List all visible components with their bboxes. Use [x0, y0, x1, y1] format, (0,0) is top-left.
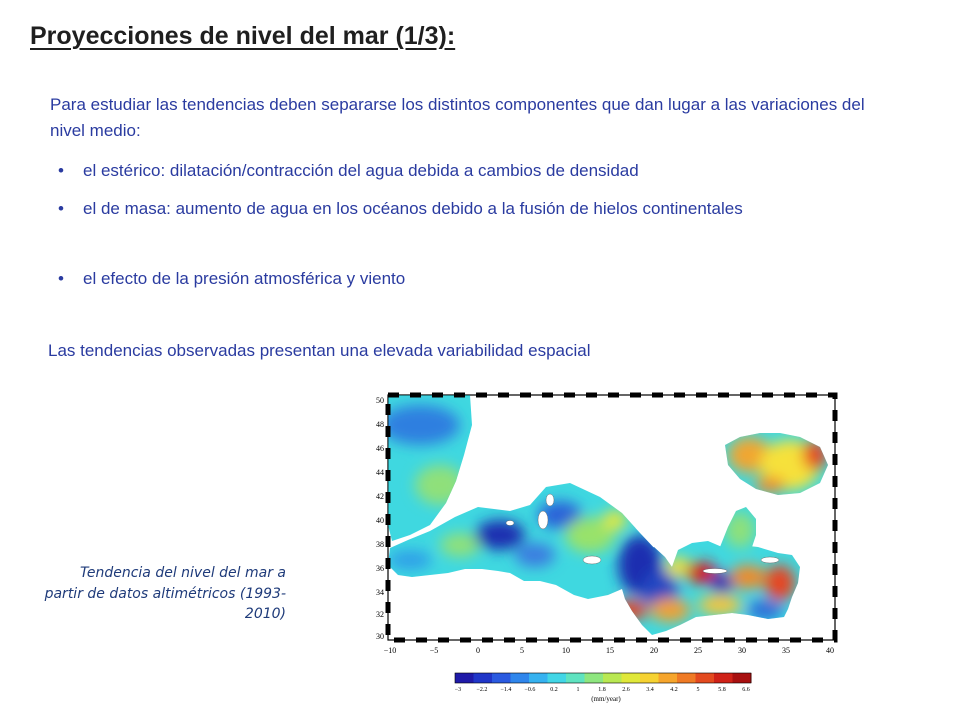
- colorbar-segment: [622, 673, 641, 683]
- latitude-labels: [376, 396, 384, 641]
- colorbar-unit: (mm/year): [591, 695, 621, 703]
- bullet-text: el efecto de la presión atmosférica y viento: [83, 269, 406, 288]
- bullet-marker: •: [58, 161, 64, 180]
- lat-label: 40: [376, 516, 384, 525]
- colorbar-label: −3: [454, 687, 462, 693]
- lon-label: 10: [562, 646, 570, 655]
- colorbar-label: 2.6: [622, 687, 630, 693]
- colorbar-segment: [492, 673, 511, 683]
- colorbar-segment: [529, 673, 548, 683]
- colorbar-segment: [585, 673, 604, 683]
- intro-paragraph: Para estudiar las tendencias deben separarse los distintos componentes que dan lugar a las variaciones del nivel medio:: [50, 95, 865, 140]
- colorbar-label: −1.4: [500, 687, 512, 693]
- sea-level-trend-map: [360, 385, 850, 705]
- observation-text: Las tendencias observadas presentan una elevada variabilidad espacial: [48, 341, 591, 360]
- lat-label: 36: [376, 564, 384, 573]
- bullet-text: el estérico: dilatación/contracción del agua debida a cambios de densidad: [83, 161, 639, 180]
- slide-title: Proyecciones de nivel del mar (1/3):: [30, 22, 456, 50]
- colorbar-label: 6.6: [742, 687, 750, 693]
- lon-label: 15: [606, 646, 614, 655]
- lon-label: 35: [782, 646, 790, 655]
- colorbar-label: 1: [576, 687, 580, 693]
- colorbar-label: 0.2: [550, 687, 558, 693]
- colorbar-label: 4.2: [670, 687, 678, 693]
- colorbar-segment: [603, 673, 622, 683]
- colorbar-label: 5.8: [718, 687, 726, 693]
- colorbar: [455, 673, 752, 683]
- bullet-marker: •: [58, 269, 64, 288]
- figure-caption: Tendencia del nivel del mar a partir de datos altimétricos (1993-2010): [44, 565, 286, 622]
- colorbar-segment: [640, 673, 659, 683]
- lon-label: 5: [520, 646, 524, 655]
- colorbar-segment: [455, 673, 474, 683]
- bullet-pressure-wind: [50, 266, 880, 292]
- lon-label: 25: [694, 646, 702, 655]
- lat-label: 32: [376, 610, 384, 619]
- bullet-text: el de masa: aumento de agua en los océanos debido a la fusión de hielos continentales: [83, 199, 743, 218]
- bullet-steric: [50, 158, 880, 184]
- colorbar-segment: [511, 673, 530, 683]
- lat-label: 50: [376, 396, 384, 405]
- colorbar-segment: [659, 673, 678, 683]
- lat-label: 38: [376, 540, 384, 549]
- bullet-marker: •: [58, 199, 64, 218]
- colorbar-segment: [677, 673, 696, 683]
- colorbar-labels: [455, 687, 750, 703]
- bullet-mass: [50, 196, 880, 222]
- lat-label: 42: [376, 492, 384, 501]
- lat-label: 46: [376, 444, 384, 453]
- lon-label: −10: [383, 646, 397, 655]
- lat-label: 48: [376, 420, 384, 429]
- colorbar-label: 1.8: [598, 687, 606, 693]
- lon-label: 20: [650, 646, 658, 655]
- colorbar-segment: [548, 673, 567, 683]
- colorbar-label: −0.6: [524, 687, 536, 693]
- lat-label: 34: [376, 588, 384, 597]
- lon-label: 40: [826, 646, 834, 655]
- lon-label: −5: [429, 646, 439, 655]
- lat-label: 44: [376, 468, 384, 477]
- lon-label: 30: [738, 646, 746, 655]
- colorbar-label: 5: [696, 687, 700, 693]
- colorbar-segment: [714, 673, 733, 683]
- lon-label: 0: [476, 646, 480, 655]
- colorbar-segment: [733, 673, 752, 683]
- lat-label: 30: [376, 632, 384, 641]
- colorbar-segment: [696, 673, 715, 683]
- longitude-labels: [384, 646, 834, 655]
- colorbar-label: −2.2: [476, 687, 488, 693]
- colorbar-segment: [566, 673, 585, 683]
- colorbar-label: 3.4: [646, 687, 654, 693]
- colorbar-segment: [474, 673, 493, 683]
